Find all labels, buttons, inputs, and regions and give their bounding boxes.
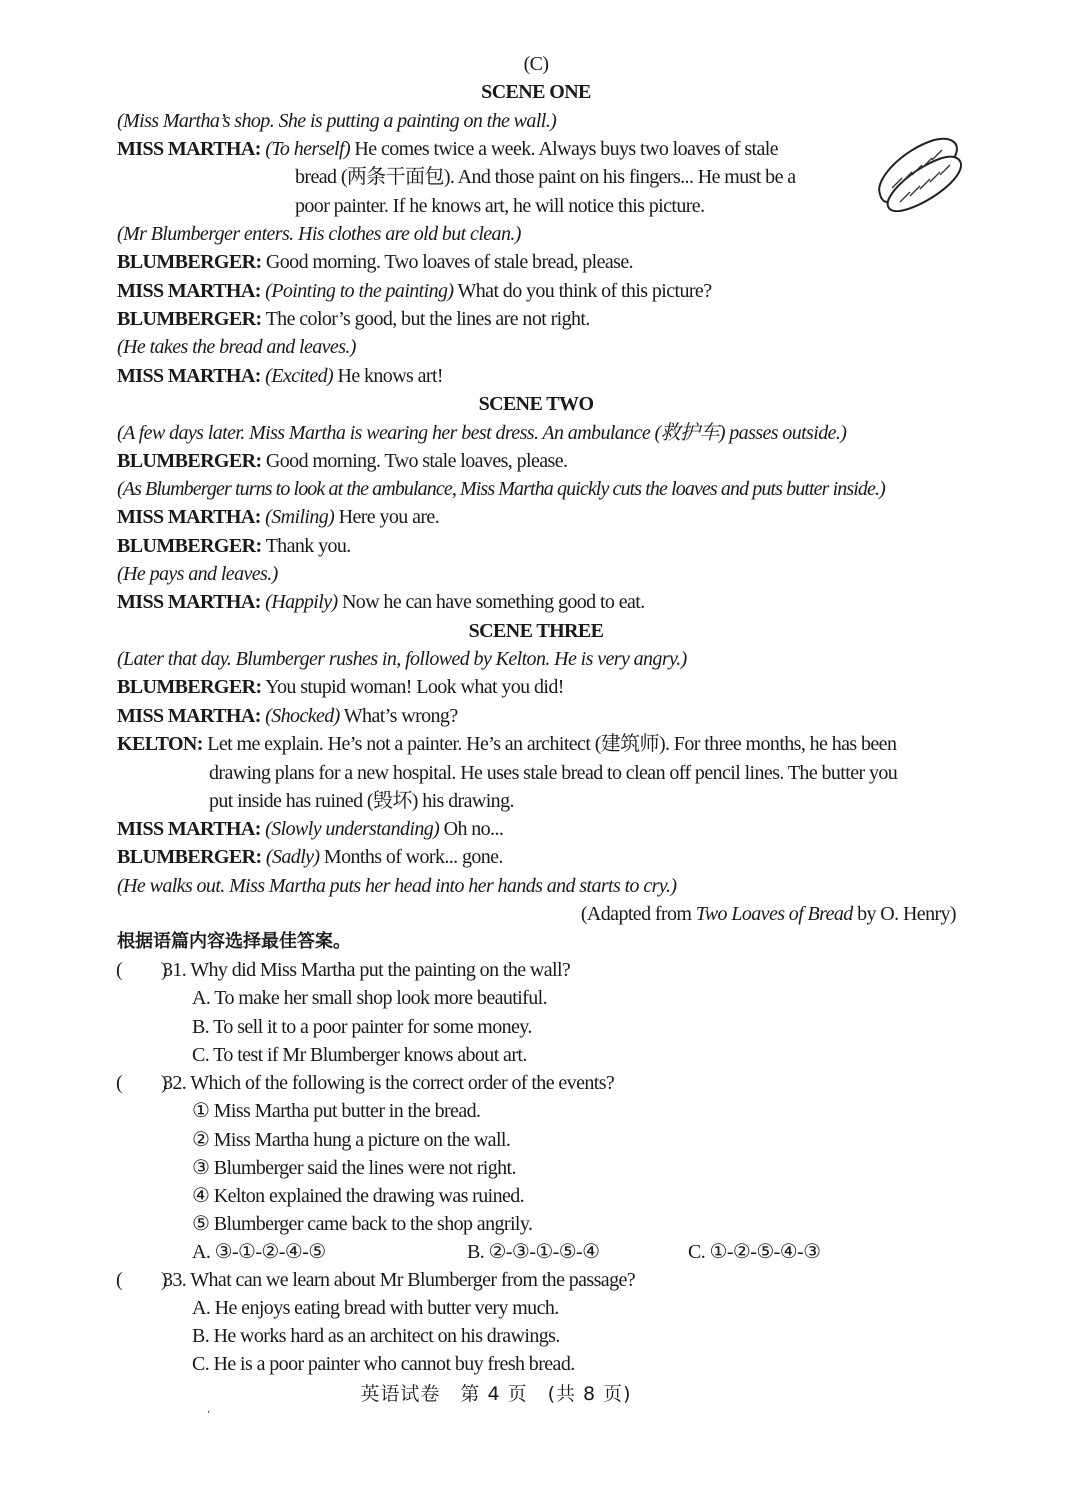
speaker-name: MISS MARTHA: [117, 280, 261, 302]
scan-speck: ʼ [207, 1410, 210, 1421]
scene-two-heading: SCENE TWO [478, 393, 594, 415]
speaker-name: BLUMBERGER: [117, 308, 262, 330]
dialogue-line [117, 248, 633, 276]
stage-direction: (As Blumberger turns to look at the ambulance, Miss Martha quickly cuts the loaves and puts butter inside.) [117, 478, 885, 500]
dialogue-line [117, 730, 896, 758]
dialogue-text: You stupid woman! Look what you did! [261, 676, 564, 698]
dialogue-line [117, 447, 567, 475]
answer-blank[interactable]: ( ) [116, 1072, 167, 1094]
option-c[interactable]: C. ①-②-⑤-④-③ [688, 1241, 821, 1263]
question-instructions: 根据语篇内容选择最佳答案。 [117, 931, 351, 952]
source-title: Two Loaves of Bread [695, 903, 853, 925]
stage-direction-inline: (To herself) [265, 138, 351, 160]
option-a[interactable]: A. He enjoys eating bread with butter very much. [192, 1297, 559, 1319]
dialogue-text: Now he can have something good to eat. [337, 591, 645, 613]
dialogue-line [117, 362, 443, 390]
question-stem: 33. What can we learn about Mr Blumberger from the passage? [163, 1269, 636, 1291]
bread-loaves-icon [872, 132, 964, 212]
dialogue-line [117, 843, 503, 871]
option-c[interactable]: C. To test if Mr Blumberger knows about art. [192, 1044, 527, 1066]
option-b[interactable]: B. ②-③-①-⑤-④ [467, 1241, 600, 1263]
dialogue-text: Here you are. [334, 506, 440, 528]
speaker-name: BLUMBERGER: [117, 450, 262, 472]
event-item: ⑤ Blumberger came back to the shop angrily. [192, 1213, 533, 1235]
dialogue-continuation: bread (两条干面包). And those paint on his fingers... He must be a [295, 166, 796, 188]
scene-three-heading: SCENE THREE [468, 620, 604, 642]
speaker-name: MISS MARTHA: [117, 506, 261, 528]
option-b[interactable]: B. He works hard as an architect on his drawings. [192, 1325, 560, 1347]
scene-one-heading: SCENE ONE [481, 81, 591, 103]
dialogue-text: What’s wrong? [339, 705, 458, 727]
dialogue-line [117, 277, 711, 305]
stage-direction: (He takes the bread and leaves.) [117, 336, 356, 358]
speaker-name: MISS MARTHA: [117, 138, 261, 160]
speaker-name: MISS MARTHA: [117, 591, 261, 613]
event-item: ③ Blumberger said the lines were not right. [192, 1157, 516, 1179]
stage-direction: (He pays and leaves.) [117, 563, 278, 585]
section-label: (C) [523, 53, 549, 75]
dialogue-text: Months of work... gone. [319, 846, 503, 868]
speaker-name: MISS MARTHA: [117, 818, 261, 840]
source-attribution [581, 900, 956, 928]
stage-direction-inline: (Slowly understanding) [260, 818, 440, 840]
dialogue-line [117, 305, 590, 333]
dialogue-text: What do you think of this picture? [453, 280, 712, 302]
answer-blank[interactable]: ( ) [116, 959, 167, 981]
dialogue-text: Good morning. Two stale loaves, please. [261, 450, 568, 472]
dialogue-line [117, 815, 503, 843]
dialogue-line [117, 135, 778, 163]
stage-direction-inline: (Pointing to the painting) [260, 280, 454, 302]
source-suffix: by O. Henry) [852, 903, 956, 925]
question-stem: 31. Why did Miss Martha put the painting on the wall? [163, 959, 571, 981]
source-prefix: (Adapted from [580, 903, 696, 925]
stage-direction-inline: (Sadly) [261, 846, 320, 868]
stage-direction-inline: (Smiling) [260, 506, 335, 528]
event-item: ① Miss Martha put butter in the bread. [192, 1100, 481, 1122]
dialogue-continuation: put inside has ruined (毁坏) his drawing. [209, 790, 514, 812]
stage-direction: (Later that day. Blumberger rushes in, followed by Kelton. He is very angry.) [117, 648, 687, 670]
stage-direction: (A few days later. Miss Martha is wearing her best dress. An ambulance (救护车) passes outside.) [117, 422, 847, 444]
stage-direction-inline: (Shocked) [260, 705, 340, 727]
stage-direction: (Mr Blumberger enters. His clothes are old but clean.) [117, 223, 521, 245]
dialogue-line [117, 702, 458, 730]
speaker-name: MISS MARTHA: [117, 705, 261, 727]
option-a[interactable]: A. ③-①-②-④-⑤ [192, 1241, 326, 1263]
speaker-name: BLUMBERGER: [117, 535, 262, 557]
stage-direction: (He walks out. Miss Martha puts her head into her hands and starts to cry.) [117, 875, 677, 897]
question-stem: 32. Which of the following is the correct order of the events? [163, 1072, 615, 1094]
dialogue-continuation: drawing plans for a new hospital. He uses stale bread to clean off pencil lines. The butter you [209, 762, 898, 784]
dialogue-line [117, 673, 564, 701]
dialogue-text: He knows art! [333, 365, 443, 387]
speaker-name: MISS MARTHA: [117, 365, 261, 387]
option-c[interactable]: C. He is a poor painter who cannot buy fresh bread. [192, 1353, 575, 1375]
dialogue-text: Good morning. Two loaves of stale bread, please. [261, 251, 634, 273]
speaker-name: BLUMBERGER: [117, 676, 262, 698]
event-item: ② Miss Martha hung a picture on the wall. [192, 1129, 511, 1151]
speaker-name: KELTON: [117, 733, 203, 755]
answer-blank[interactable]: ( ) [116, 1269, 167, 1291]
speaker-name: BLUMBERGER: [117, 846, 262, 868]
dialogue-text: Let me explain. He’s not a painter. He’s an architect (建筑师). For three months, he has been [202, 733, 897, 755]
dialogue-line [117, 532, 351, 560]
stage-direction-inline: (Happily) [260, 591, 338, 613]
page-footer: 英语试卷 第 4 页 (共 8 页) [360, 1383, 632, 1405]
dialogue-line [117, 503, 439, 531]
dialogue-text: Thank you. [261, 535, 351, 557]
event-item: ④ Kelton explained the drawing was ruined. [192, 1185, 525, 1207]
option-a[interactable]: A. To make her small shop look more beautiful. [192, 987, 547, 1009]
stage-direction-inline: (Excited) [260, 365, 334, 387]
speaker-name: BLUMBERGER: [117, 251, 262, 273]
dialogue-text: The color’s good, but the lines are not right. [261, 308, 590, 330]
dialogue-line [117, 588, 645, 616]
dialogue-text: He comes twice a week. Always buys two loaves of stale [350, 138, 779, 160]
dialogue-text: Oh no... [439, 818, 504, 840]
dialogue-continuation: poor painter. If he knows art, he will notice this picture. [295, 195, 705, 217]
stage-direction: (Miss Martha’s shop. She is putting a painting on the wall.) [117, 110, 557, 132]
option-b[interactable]: B. To sell it to a poor painter for some money. [192, 1016, 532, 1038]
